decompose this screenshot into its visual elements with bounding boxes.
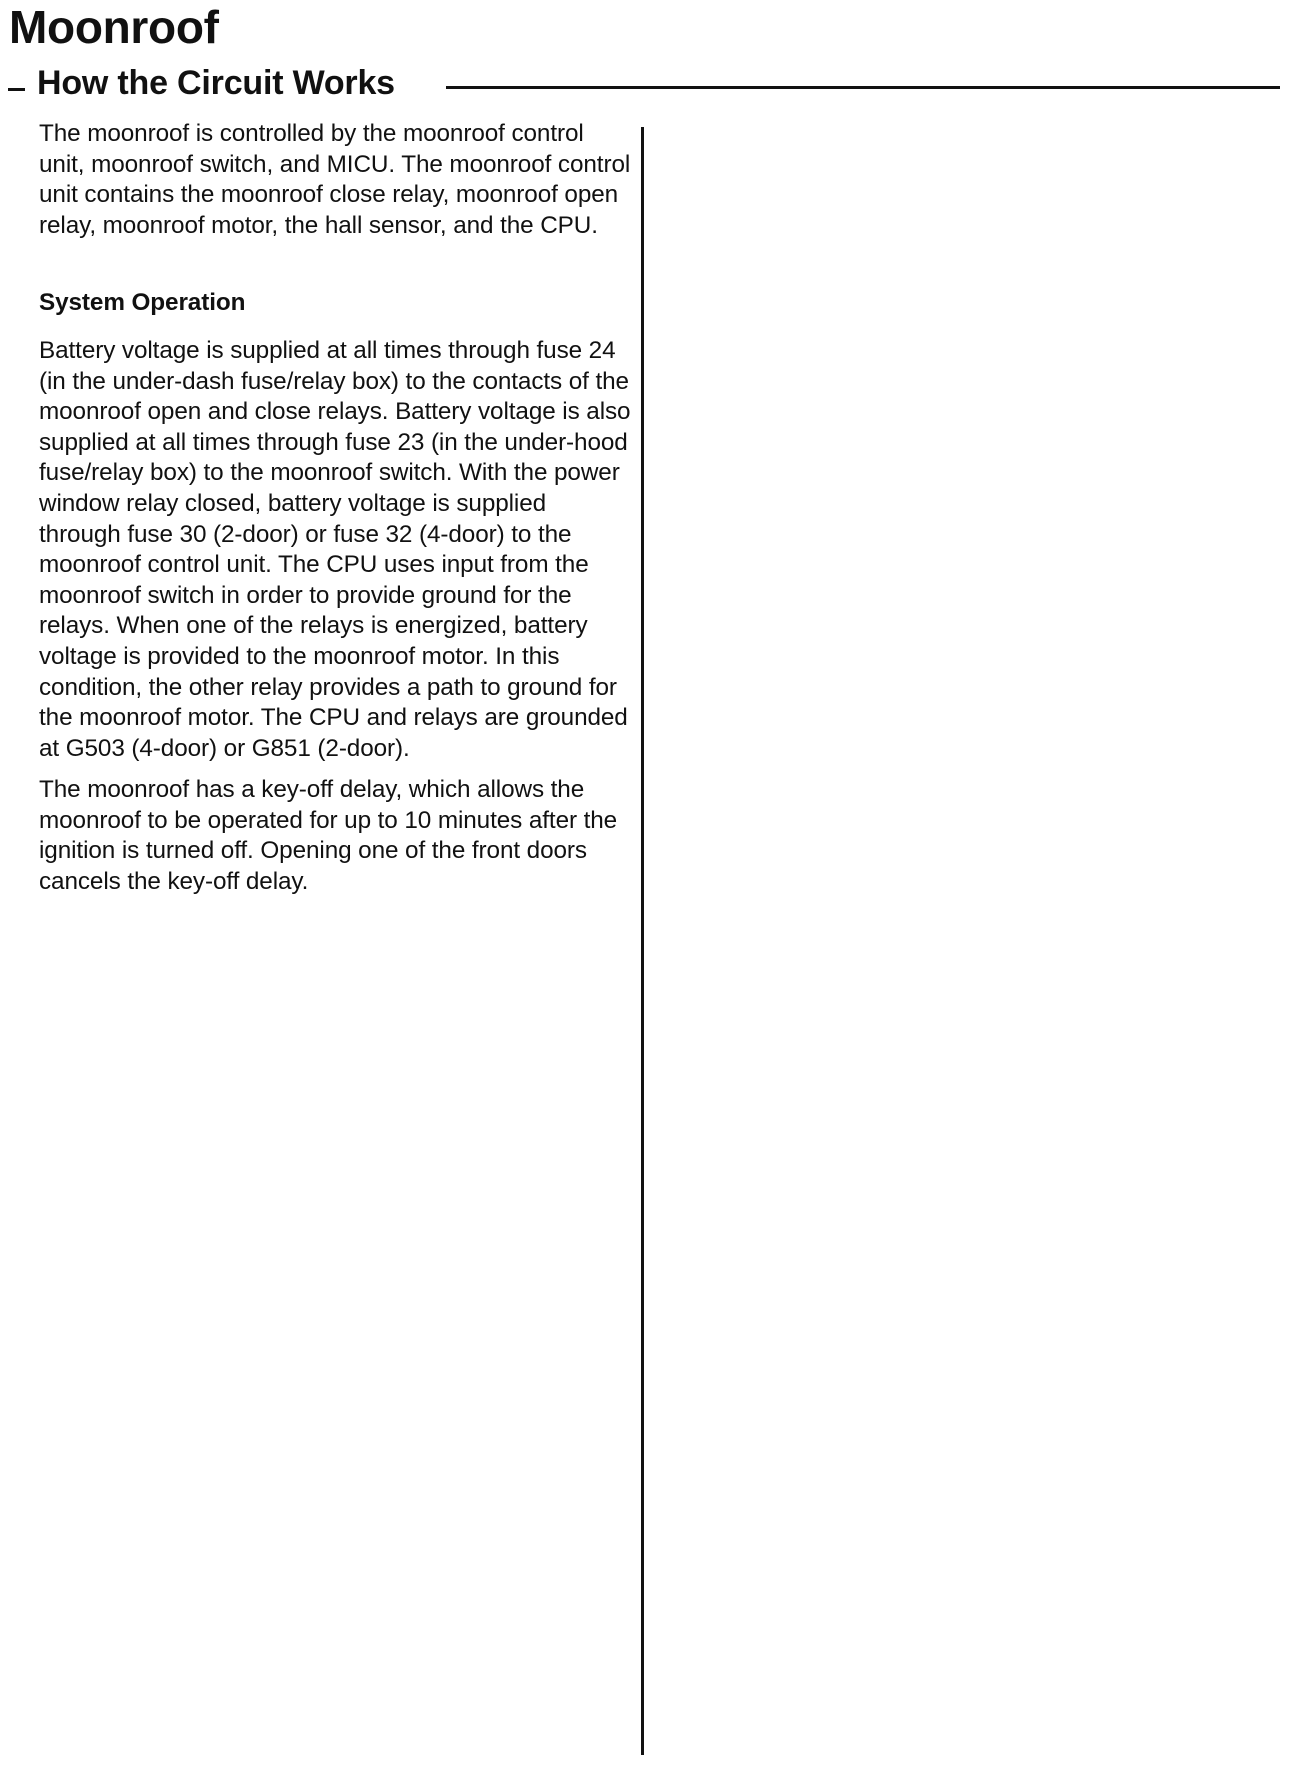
intro-paragraph: The moonroof is controlled by the moonroof control unit, moonroof switch, and MICU. The moonroof control unit contains the moonroof close relay, moonroof open relay, moonroof motor, the hall sensor, and the CPU. xyxy=(39,120,631,239)
page-title: Moonroof xyxy=(9,1,219,53)
system-operation-heading: System Operation xyxy=(39,289,246,317)
section-title: How the Circuit Works xyxy=(37,64,395,102)
section-rule xyxy=(446,86,1280,89)
operation-paragraph: Battery voltage is supplied at all times through fuse 24 (in the under-dash fuse/relay box) to the contacts of the moonroof open and close relays. Battery voltage is also supplied at all times through fuse 23 (in the under-hood fuse/relay box) to the moonroof switch. With the power window relay closed, battery voltage is supplied through fuse 30 (2-door) or fuse 32 (4-door) to the moonroof control unit. The CPU uses input from the moonroof switch in order to provide ground for the relays. When one of the relays is energized, battery voltage is provided to the moonroof motor. In this condition, the other relay provides a path to ground for the moonroof motor. The CPU and relays are grounded at G503 (4-door) or G851 (2-door). xyxy=(39,336,631,762)
column-divider xyxy=(641,127,644,1755)
key-off-delay-paragraph: The moonroof has a key-off delay, which allows the moonroof to be operated for up to 10 minutes after the ignition is turned off. Opening one of the front doors cancels the key-off delay. xyxy=(39,776,618,896)
left-column xyxy=(39,119,634,898)
section-dash xyxy=(8,88,25,91)
